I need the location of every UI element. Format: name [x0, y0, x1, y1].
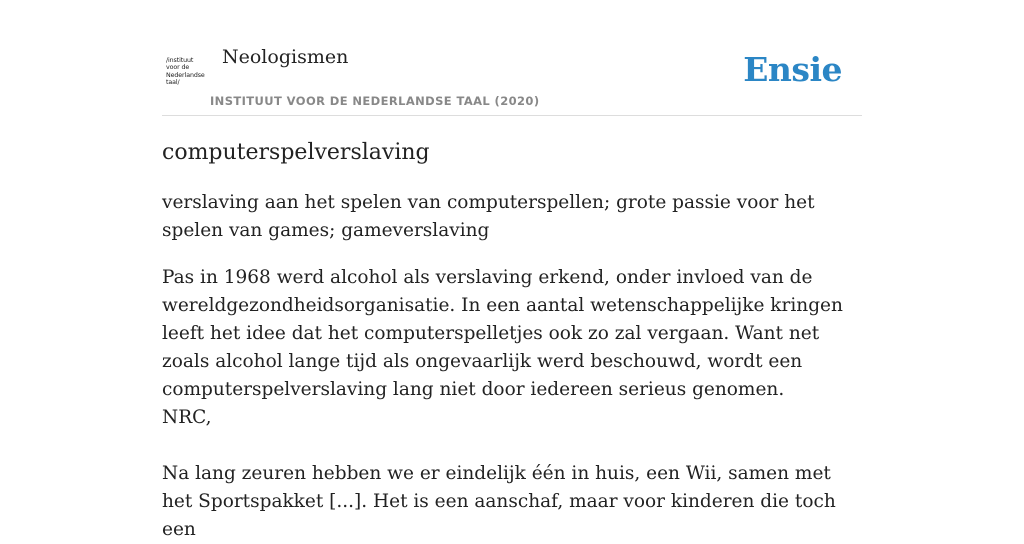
logo-line: Nederlandse — [166, 71, 205, 79]
source-subtitle: INSTITUUT VOOR DE NEDERLANDSE TAAL (2020) — [210, 94, 540, 108]
entry-header — [162, 0, 862, 116]
citation-quote — [162, 460, 862, 544]
entry-term: computerspelverslaving — [162, 140, 430, 165]
citation-source: NRC, — [162, 407, 212, 428]
logo-line: taal/ — [166, 79, 180, 87]
citation-quote — [162, 264, 862, 432]
entry-definition: verslaving aan het spelen van computerspellen; grote passie voor het spelen van games; gameverslaving — [162, 192, 815, 241]
institute-logo[interactable] — [166, 57, 208, 89]
page — [162, 0, 862, 544]
source-title[interactable]: Neologismen — [222, 46, 349, 68]
logo-line: /instituut — [166, 57, 194, 64]
logo-line: voor de — [166, 64, 190, 72]
citation-text: Pas in 1968 werd alcohol als verslaving erkend, onder invloed van de wereldgezondheidsorganisatie. In een aantal wetenschappelijke kringen leeft het idee dat het computerspelletjes ook zo zal vergaan. Want net zoals alcohol lange tijd als ongevaarlijk werd beschouwd, wordt een computerspelverslaving lang niet door iedereen serieus genomen. — [162, 267, 843, 400]
citation-text: Na lang zeuren hebben we er eindelijk één in huis, een Wii, samen met het Sportspakket [...]. Het is een aanschaf, maar voor kinderen die toch een — [162, 463, 836, 540]
ensie-logo[interactable]: Ensie — [743, 50, 842, 89]
